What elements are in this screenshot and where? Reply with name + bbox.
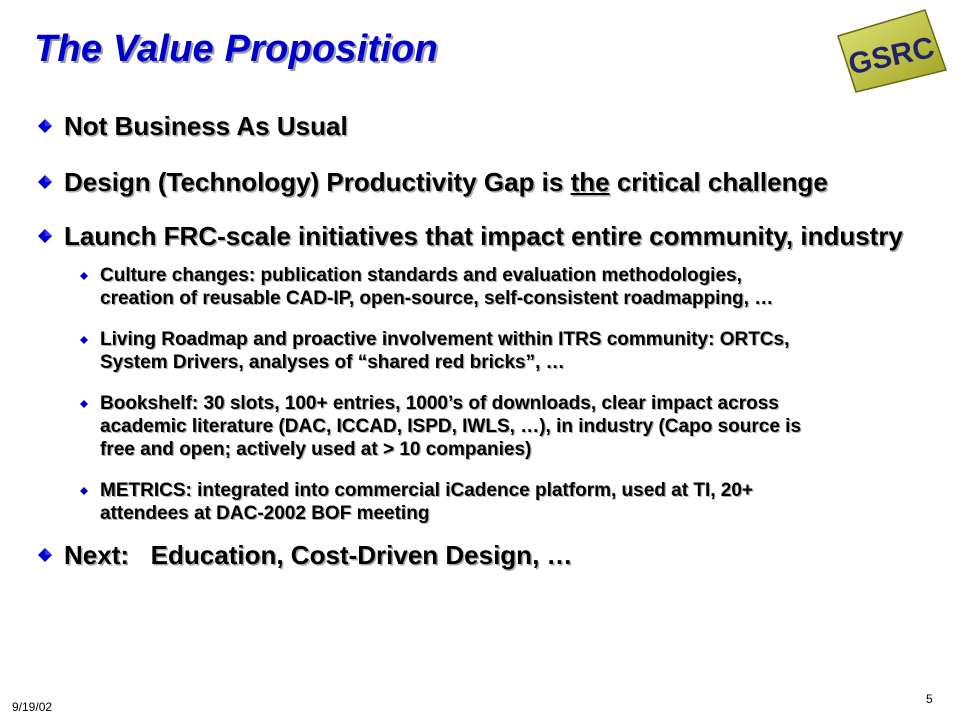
bullet-4	[34, 539, 934, 571]
bullet-3	[34, 220, 934, 252]
subbullet-2-line2: System Drivers, analyses of “shared red bricks”, …	[100, 352, 565, 373]
slide-title: The Value Proposition	[34, 28, 438, 70]
bullet-1-text: Not Business As Usual	[64, 111, 348, 141]
subbullet-2-line1: Living Roadmap and proactive involvement within ITRS community: ORTCs,	[100, 329, 790, 350]
diamond-bullet-icon	[38, 175, 52, 189]
bullet-3-text: Launch FRC-scale initiatives that impact entire community, industry	[64, 221, 903, 251]
bullet-1	[34, 110, 934, 142]
subbullet-4-line2: attendees at DAC-2002 BOF meeting	[100, 503, 430, 524]
subbullet-3	[34, 392, 920, 461]
subbullet-3-line2: academic literature (DAC, ICCAD, ISPD, IWLS, …), in industry (Capo source is	[100, 416, 802, 437]
small-diamond-bullet-icon	[80, 400, 88, 408]
diamond-bullet-icon	[38, 548, 52, 562]
diamond-bullet-icon	[38, 229, 52, 243]
subbullet-4	[34, 479, 920, 525]
logo-text: GSRC	[845, 31, 938, 82]
subbullet-1-line2: creation of reusable CAD-IP, open-source, self-consistent roadmapping, …	[100, 288, 774, 309]
slide-body	[34, 110, 934, 571]
subbullet-3-line3: free and open; actively used at > 10 companies)	[100, 439, 532, 460]
diamond-bullet-icon	[38, 119, 52, 133]
subbullet-4-line1: METRICS: integrated into commercial iCadence platform, used at TI, 20+	[100, 480, 754, 501]
small-diamond-bullet-icon	[80, 336, 88, 344]
bullet-2-emph: the	[570, 167, 610, 197]
bullet-4-text: Next: Education, Cost-Driven Design, …	[64, 540, 573, 570]
footer-date: 9/19/02	[12, 700, 53, 714]
small-diamond-bullet-icon	[80, 487, 88, 495]
gsrc-logo	[830, 6, 950, 98]
subbullet-1-line1: Culture changes: publication standards and evaluation methodologies,	[100, 265, 742, 286]
subbullet-3-line1: Bookshelf: 30 slots, 100+ entries, 1000’s of downloads, clear impact across	[100, 393, 779, 414]
small-diamond-bullet-icon	[80, 272, 88, 280]
bullet-2-post: critical challenge	[609, 167, 828, 197]
bullet-2-pre: Design (Technology) Productivity Gap is	[64, 167, 571, 197]
subbullet-1	[34, 264, 920, 310]
page-number: 5	[926, 692, 933, 706]
subbullet-2	[34, 328, 920, 374]
bullet-2	[34, 166, 934, 198]
